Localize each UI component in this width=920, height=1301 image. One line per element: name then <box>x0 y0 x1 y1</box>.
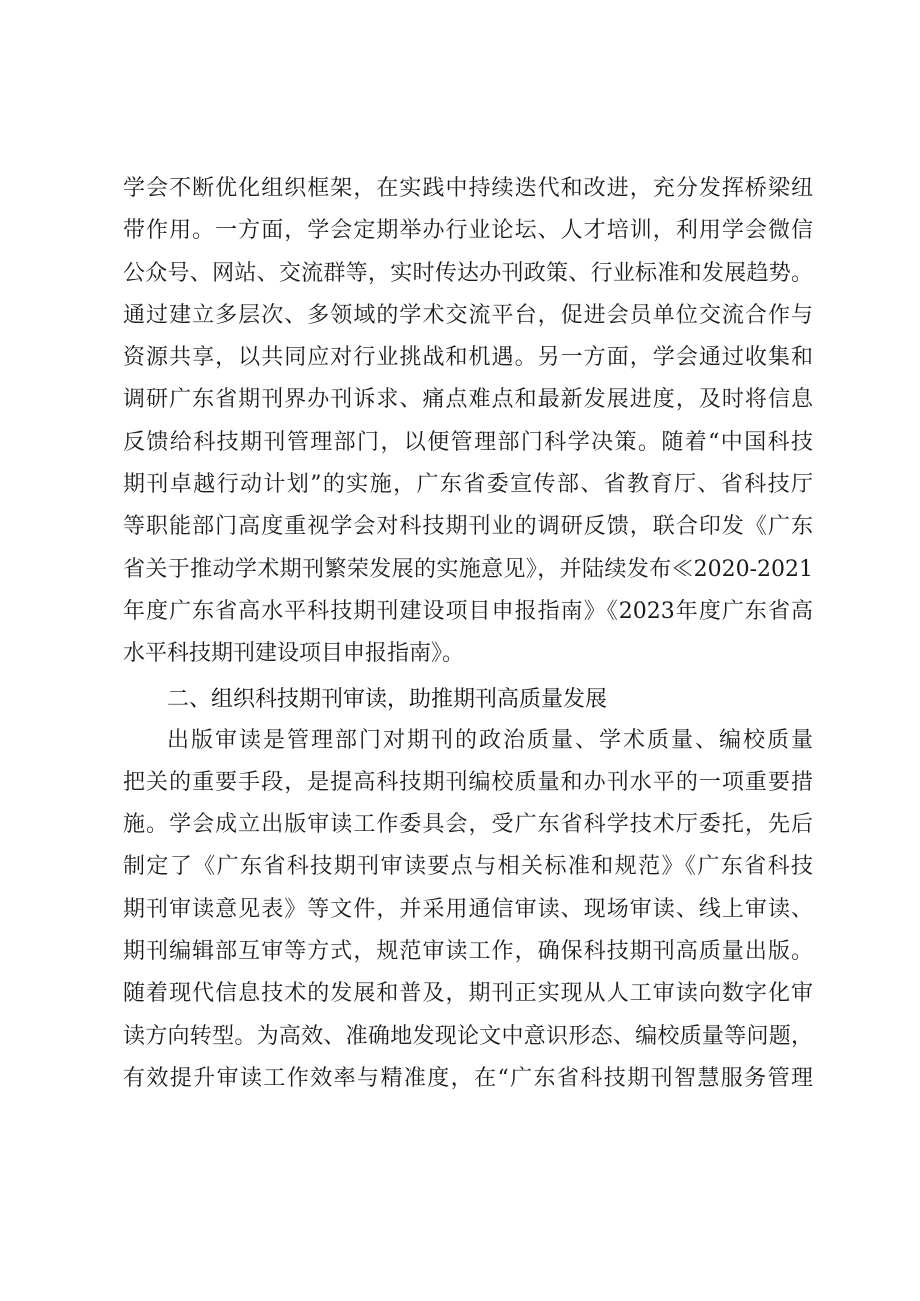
paragraph-2 <box>123 720 813 1101</box>
text-line: 随着现代信息技术的发展和普及，期刊正实现从人工审读向数字化审 <box>123 981 813 1007</box>
document-body <box>123 168 813 1100</box>
text-line: 水平科技期刊建设项目申报指南》。 <box>123 641 465 667</box>
section-heading: 二、组织科技期刊审读，助推期刊高质量发展 <box>167 686 608 712</box>
text-line: 通过建立多层次、多领域的学术交流平台，促进会员单位交流合作与 <box>123 302 813 328</box>
text-line: 调研广东省期刊界办刊诉求、痛点难点和最新发展进度，及时将信息 <box>123 387 813 413</box>
text-line: 学会不断优化组织框架，在实践中持续迭代和改进，充分发挥桥梁纽 <box>123 176 813 201</box>
text-line: 读方向转型。为高效、准确地发现论文中意识形态、编校质量等问题， <box>123 1023 813 1049</box>
text-line: 反馈给科技期刊管理部门，以便管理部门科学决策。随着“中国科技 <box>123 429 813 455</box>
text-line: 公众号、网站、交流群等，实时传达办刊政策、行业标准和发展趋势。 <box>123 260 813 286</box>
text-line: 等职能部门高度重视学会对科技期刊业的调研反馈，联合印发《广东 <box>123 514 813 540</box>
text-line: 制定了《广东省科技期刊审读要点与相关标准和规范》《广东省科技 <box>123 854 813 880</box>
text-line: 资源共享，以共同应对行业挑战和机遇。另一方面，学会通过收集和 <box>123 345 813 371</box>
paragraph-1 <box>123 168 813 676</box>
text-line: 施。学会成立出版审读工作委具会，受广东省科学技术厅委托，先后 <box>123 812 813 838</box>
text-line: 年度广东省高水平科技期刊建设项目申报指南》《2023年度广东省高 <box>123 598 813 624</box>
text-line: 带作用。一方面，学会定期举办行业论坛、人才培训，利用学会微信 <box>123 218 813 244</box>
text-line: 期刊卓越行动计划”的实施，广东省委宣传部、省教育厅、省科技厅 <box>123 472 813 498</box>
text-line: 期刊审读意见表》等文件，并采用通信审读、现场审读、线上审读、 <box>123 896 813 922</box>
text-line: 把关的重要手段，是提高科技期刊编校质量和办刊水平的一项重要措 <box>123 769 813 795</box>
text-line: 有效提升审读工作效率与精准度，在“广东省科技期刊智慧服务管理 <box>123 1065 813 1091</box>
text-line: 期刊编辑部互审等方式，规范审读工作，确保科技期刊高质量出版。 <box>123 939 813 965</box>
text-line: 出版审读是管理部门对期刊的政治质量、学术质量、编校质量 <box>167 727 813 753</box>
text-line: 省关于推动学术期刊繁荣发展的实施意见》，并陆续发布≪2020-2021 <box>123 556 813 582</box>
